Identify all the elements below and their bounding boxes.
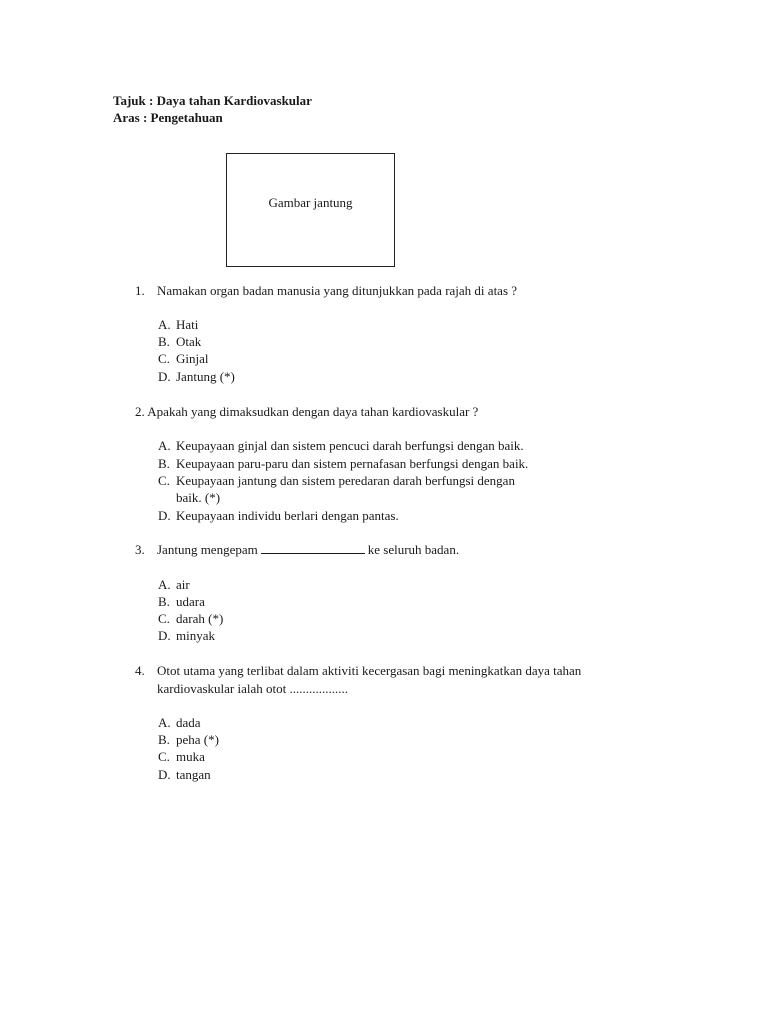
- question-1-option-c: [158, 350, 209, 367]
- option-letter: A.: [158, 577, 171, 592]
- option-letter: C.: [158, 351, 170, 366]
- question-1: [135, 282, 517, 299]
- question-3-text-before: Jantung mengepam: [157, 542, 258, 557]
- heart-figure-placeholder: [226, 153, 395, 267]
- question-4-continued: [157, 680, 348, 697]
- answer-blank: [261, 541, 365, 554]
- topic-value: Daya tahan Kardiovaskular: [156, 93, 312, 108]
- question-4-text: Otot utama yang terlibat dalam aktiviti kecergasan bagi meningkatkan daya tahan: [157, 663, 582, 678]
- option-text: minyak: [176, 628, 215, 643]
- question-4-option-c: [158, 748, 205, 765]
- option-letter: B.: [158, 732, 170, 747]
- option-text: dada: [176, 715, 201, 730]
- question-2-text: Apakah yang dimaksudkan dengan daya tahan kardiovaskular ?: [147, 404, 479, 419]
- option-letter: A.: [158, 438, 171, 453]
- level-label: Aras :: [113, 110, 148, 125]
- option-letter: D.: [158, 369, 171, 384]
- question-2-option-c-continued: [176, 489, 220, 506]
- question-4: [135, 662, 581, 679]
- option-text: peha (*): [176, 732, 219, 747]
- question-2-option-c: [158, 472, 515, 489]
- option-letter: A.: [158, 715, 171, 730]
- option-text-continued: baik. (*): [176, 490, 221, 505]
- option-letter: B.: [158, 456, 170, 471]
- topic-heading: [113, 92, 312, 109]
- level-heading: [113, 109, 223, 126]
- question-2-option-d: [158, 507, 399, 524]
- option-letter: C.: [158, 473, 170, 488]
- option-letter: C.: [158, 611, 170, 626]
- option-text: Jantung (*): [176, 369, 235, 384]
- question-3: [135, 541, 459, 558]
- question-4-text-continued: kardiovaskular ialah otot ..................: [157, 681, 348, 696]
- option-text: Keupayaan jantung dan sistem peredaran darah berfungsi dengan: [176, 473, 515, 488]
- question-2-option-b: [158, 455, 528, 472]
- question-3-number: 3.: [135, 542, 145, 557]
- question-1-number: 1.: [135, 283, 145, 298]
- figure-label: Gambar jantung: [268, 195, 353, 210]
- option-text: Hati: [176, 317, 199, 332]
- level-value: Pengetahuan: [150, 110, 223, 125]
- question-4-number: 4.: [135, 663, 145, 678]
- option-text: tangan: [176, 767, 211, 782]
- question-2: [135, 403, 478, 420]
- question-4-option-d: [158, 766, 211, 783]
- question-1-option-b: [158, 333, 201, 350]
- option-letter: A.: [158, 317, 171, 332]
- question-1-text: Namakan organ badan manusia yang ditunjukkan pada rajah di atas ?: [157, 283, 518, 298]
- topic-label: Tajuk :: [113, 93, 154, 108]
- option-text: Keupayaan ginjal dan sistem pencuci darah berfungsi dengan baik.: [176, 438, 524, 453]
- question-4-option-a: [158, 714, 201, 731]
- option-text: Keupayaan paru-paru dan sistem pernafasan berfungsi dengan baik.: [176, 456, 529, 471]
- option-letter: C.: [158, 749, 170, 764]
- option-letter: D.: [158, 628, 171, 643]
- question-3-option-b: [158, 593, 205, 610]
- option-text: air: [176, 577, 190, 592]
- question-3-option-a: [158, 576, 190, 593]
- option-text: darah (*): [176, 611, 224, 626]
- question-4-option-b: [158, 731, 219, 748]
- question-2-number: 2.: [135, 404, 145, 419]
- question-3-text-after: ke seluruh badan.: [367, 542, 460, 557]
- option-text: Otak: [176, 334, 202, 349]
- option-text: Ginjal: [176, 351, 209, 366]
- option-letter: B.: [158, 594, 170, 609]
- option-text: Keupayaan individu berlari dengan pantas.: [176, 508, 399, 523]
- question-1-option-d: [158, 368, 235, 385]
- question-1-option-a: [158, 316, 198, 333]
- question-3-option-c: [158, 610, 223, 627]
- question-2-option-a: [158, 437, 524, 454]
- question-3-option-d: [158, 627, 215, 644]
- option-text: udara: [176, 594, 205, 609]
- option-letter: B.: [158, 334, 170, 349]
- option-letter: D.: [158, 767, 171, 782]
- option-letter: D.: [158, 508, 171, 523]
- option-text: muka: [176, 749, 205, 764]
